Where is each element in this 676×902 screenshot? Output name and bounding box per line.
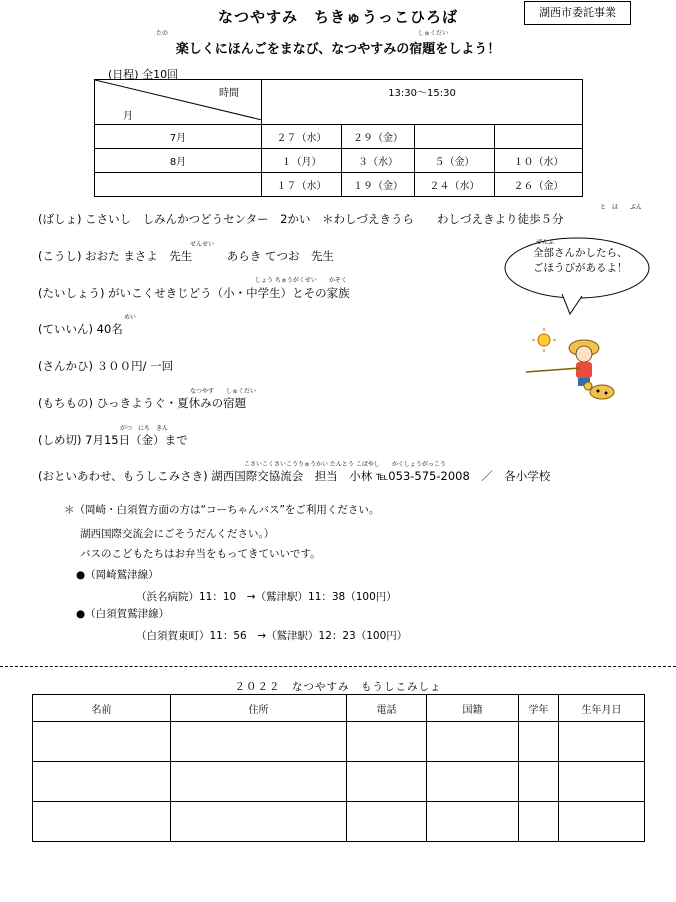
- note-lunch: バスのこどもたちはお弁当をもってきていいです。: [80, 548, 321, 560]
- form-cell[interactable]: [33, 802, 171, 842]
- info-label: (ばしょ): [38, 212, 82, 226]
- sponsor-badge: 湖西市委託事業: [524, 1, 631, 25]
- route-shirasuka-detail: （白須賀東町）11：56 →（鷲津駅）12：23（100円）: [136, 630, 408, 642]
- page-title: なつやすみ ちきゅうっこひろば: [217, 8, 458, 26]
- info-capacity: [38, 321, 123, 337]
- time-range: 13:30〜15:30: [262, 80, 583, 125]
- date-cell: [495, 125, 583, 149]
- form-cell[interactable]: [171, 802, 347, 842]
- subtitle-ruby-1: たの: [156, 30, 169, 37]
- info-place: [38, 211, 564, 227]
- form-cell[interactable]: [171, 722, 347, 762]
- form-header-nationality: 国籍: [427, 695, 519, 722]
- form-row: [33, 722, 645, 762]
- form-cell[interactable]: [427, 762, 519, 802]
- info-ruby-contact: こさいこくさいこうりゅうかい たんとう こばやし かくしょうがっこう: [244, 461, 446, 468]
- date-cell: ５（金）: [415, 149, 495, 173]
- form-cell[interactable]: [347, 802, 427, 842]
- info-ruby-items: なつやす しゅくだい: [190, 388, 257, 395]
- form-cell[interactable]: [559, 762, 645, 802]
- form-cell[interactable]: [559, 722, 645, 762]
- info-label: (たいしょう): [38, 286, 105, 300]
- form-row: [33, 762, 645, 802]
- form-cell[interactable]: [33, 722, 171, 762]
- form-cell[interactable]: [519, 722, 559, 762]
- info-ruby-capacity: めい: [124, 314, 137, 321]
- info-label: (ていいん): [38, 322, 93, 336]
- form-cell[interactable]: [347, 722, 427, 762]
- header-month-label: 月: [123, 111, 133, 122]
- route-okazaki-title: ●（岡崎鷲津線）: [76, 569, 159, 581]
- date-cell: ２４（水）: [415, 173, 495, 197]
- info-ruby-deadline: がつ にち きん: [120, 425, 169, 432]
- info-ruby-target: しょう ちゅうがくせい かぞく: [255, 277, 347, 284]
- form-header-address: 住所: [171, 695, 347, 722]
- info-value: ３００円/ 一回: [96, 359, 174, 373]
- route-okazaki-detail: （浜名病院）11：10 →（鷲津駅）11：38（100円）: [136, 591, 397, 603]
- form-cell[interactable]: [171, 762, 347, 802]
- date-cell: ３（水）: [342, 149, 415, 173]
- form-cell[interactable]: [427, 802, 519, 842]
- bubble-ruby: ぜんぶ: [536, 239, 555, 246]
- header-time-label: 時間: [219, 88, 239, 99]
- schedule-table: [94, 79, 583, 197]
- info-deadline: [38, 432, 188, 448]
- date-cell: １７（水）: [262, 173, 342, 197]
- schedule-label: (日程) 全10回: [108, 68, 179, 81]
- info-value: がいこくせきじどう（小・中学生）とその家族: [108, 286, 350, 300]
- info-label: (さんかひ): [38, 359, 93, 373]
- subtitle-ruby-2: しゅくだい: [418, 30, 449, 37]
- info-value: ひっきようぐ・夏休みの宿題: [96, 396, 247, 410]
- form-row: [33, 802, 645, 842]
- info-label: (おといあわせ、もうしこみさき): [38, 469, 208, 483]
- date-cell: １９（金）: [342, 173, 415, 197]
- date-cell: １０（水）: [495, 149, 583, 173]
- child-with-net-illustration: [524, 326, 619, 406]
- info-ruby-place: と ほ ぶん: [600, 204, 643, 211]
- info-label: (もちもの): [38, 396, 93, 410]
- info-value: 湖西国際交協流会 担当 小林 ℡053-575-2008 ／ 各小学校: [211, 469, 551, 483]
- note-bus: ＊（岡崎・白須賀方面の方は“コーちゃんバス”をご利用ください。: [64, 504, 380, 516]
- month-cell: 7月: [95, 125, 262, 149]
- form-cell[interactable]: [347, 762, 427, 802]
- form-cell[interactable]: [33, 762, 171, 802]
- date-cell: ２９（金）: [342, 125, 415, 149]
- bubble-text: 全部さんかしたら、ごほうびがあるよ！: [533, 247, 628, 274]
- date-cell: １（月）: [262, 149, 342, 173]
- info-value: おおた まさよ 先生 あらき てつお 先生: [85, 249, 334, 263]
- schedule-header-corner: [95, 80, 262, 125]
- month-cell: 8月: [95, 149, 262, 173]
- form-cell[interactable]: [519, 762, 559, 802]
- form-cell[interactable]: [519, 802, 559, 842]
- date-cell: [415, 125, 495, 149]
- form-cell[interactable]: [427, 722, 519, 762]
- form-title: ２０２２ なつやすみ もうしこみしょ: [234, 681, 442, 693]
- date-cell: ２７（水）: [262, 125, 342, 149]
- info-items: [38, 395, 246, 411]
- application-form-table: [32, 694, 645, 842]
- cut-line: [0, 666, 676, 667]
- form-cell[interactable]: [559, 802, 645, 842]
- info-teacher: [38, 248, 334, 264]
- info-value: こさいし しみんかつどうセンター 2かい ＊わしづえきうら わしづえきより徒歩５分: [85, 212, 564, 226]
- route-shirasuka-title: ●（白須賀鷲津線）: [76, 608, 170, 620]
- form-header-birthdate: 生年月日: [559, 695, 645, 722]
- info-ruby-teacher: せんせい: [190, 241, 215, 248]
- info-value: 7月15日（金）まで: [85, 433, 188, 447]
- date-cell: ２６（金）: [495, 173, 583, 197]
- form-header-name: 名前: [33, 695, 171, 722]
- page-subtitle: 楽しくにほんごをまなび、なつやすみの宿題をしよう！: [175, 42, 501, 57]
- month-cell: [95, 173, 262, 197]
- info-value: 40名: [96, 322, 123, 336]
- form-header-grade: 学年: [519, 695, 559, 722]
- info-label: (こうし): [38, 249, 82, 263]
- form-header-phone: 電話: [347, 695, 427, 722]
- info-target: [38, 285, 350, 301]
- info-label: (しめ切): [38, 433, 82, 447]
- info-fee: [38, 358, 173, 374]
- note-consult: 湖西国際交流会にごそうだんください。）: [80, 528, 275, 540]
- info-contact: [38, 468, 550, 484]
